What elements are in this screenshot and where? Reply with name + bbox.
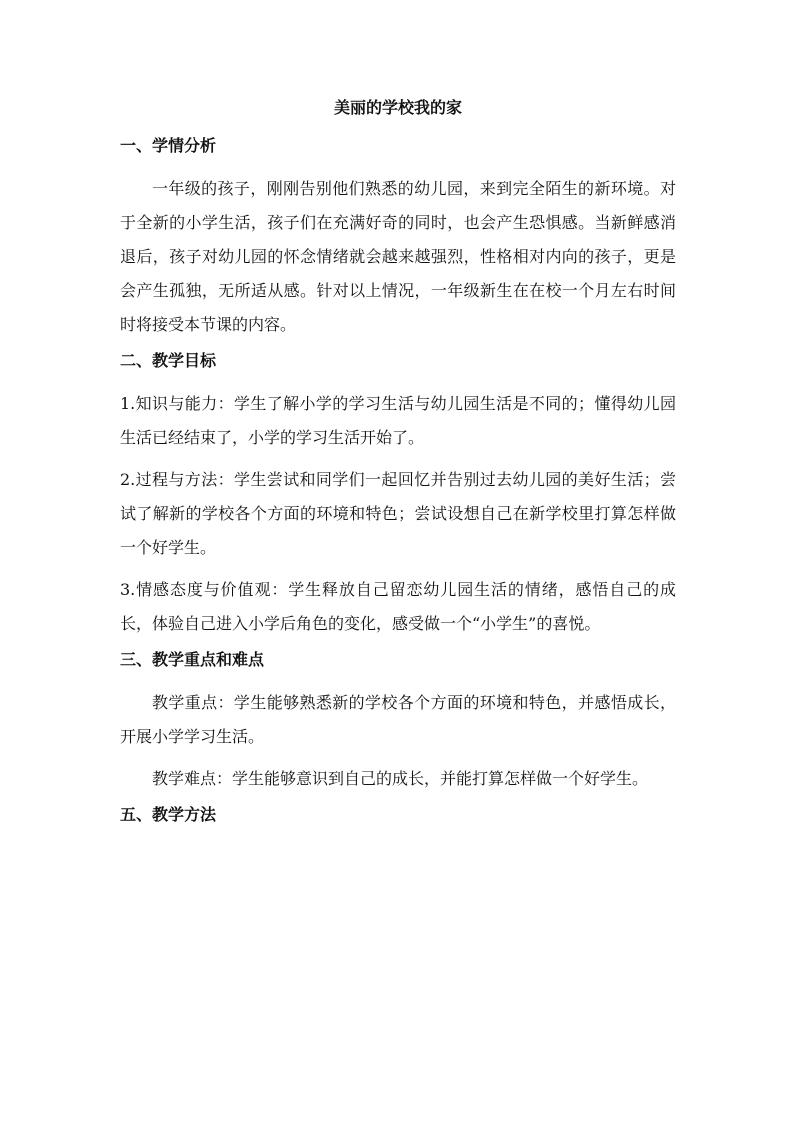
document-body [120,97,676,841]
section-heading-key-points: 三、教学重点和难点 [120,650,265,669]
document-title: 美丽的学校我的家 [333,98,462,117]
paragraph-learning-analysis: 一年级的孩子，刚刚告别他们熟悉的幼儿园，来到完全陌生的新环境。对于全新的小学生活，孩子们在充满好奇的同时，也会产生恐惧感。当新鲜感消退后，孩子对幼儿园的怀念情绪就会越来越强烈，性格相对内向的孩子，更是会产生孤独，无所适从感。针对以上情况，一年级新生在在校一个月左右时间时将接受本节课的内容。 [120,179,676,334]
paragraph-goal-emotion: 3.情感态度与价值观：学生释放自己留恋幼儿园生活的情绪，感悟自己的成长，体验自己进入小学后角色的变化，感受做一个“小学生”的喜悦。 [120,580,676,633]
section-heading-teaching-methods: 五、教学方法 [120,805,217,824]
section-heading-teaching-goals: 二、教学目标 [120,351,217,370]
paragraph-key-point: 教学重点：学生能够熟悉新的学校各个方面的环境和特色，并感悟成长，开展小学学习生活。 [120,693,676,746]
paragraph-difficult-point: 教学难点：学生能够意识到自己的成长，并能打算怎样做一个好学生。 [152,769,649,788]
paragraph-goal-process: 2.过程与方法：学生尝试和同学们一起回忆并告别过去幼儿园的美好生活；尝试了解新的学校各个方面的环境和特色；尝试设想自己在新学校里打算怎样做一个好学生。 [120,470,676,557]
section-heading-learning-analysis: 一、学情分析 [120,136,217,155]
paragraph-goal-knowledge: 1.知识与能力：学生了解小学的学习生活与幼儿园生活是不同的；懂得幼儿园生活已经结束了，小学的学习生活开始了。 [120,394,676,447]
